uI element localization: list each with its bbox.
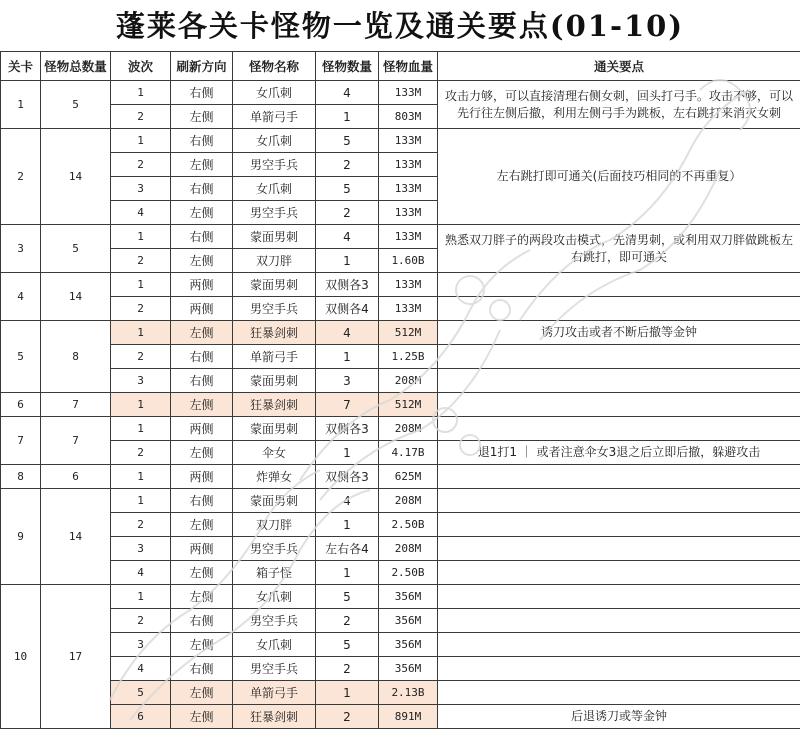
stage-cell: 8 <box>1 465 41 489</box>
monster-count-cell: 5 <box>316 585 379 609</box>
monster-hp-cell: 356M <box>379 585 438 609</box>
monster-count-cell: 2 <box>316 609 379 633</box>
monster-hp-cell: 4.17B <box>379 441 438 465</box>
table-row <box>1 633 800 657</box>
table-row <box>1 417 800 441</box>
table-row <box>1 561 800 585</box>
wave-cell: 2 <box>111 609 171 633</box>
tips-cell <box>438 489 800 513</box>
wave-cell: 3 <box>111 177 171 201</box>
direction-cell: 两侧 <box>171 273 233 297</box>
direction-cell: 左侧 <box>171 201 233 225</box>
tips-cell <box>438 681 800 705</box>
monster-count-cell: 2 <box>316 201 379 225</box>
total-count-cell: 5 <box>41 81 111 129</box>
direction-cell: 左侧 <box>171 633 233 657</box>
monster-count-cell: 4 <box>316 225 379 249</box>
monster-name-cell: 女爪刺 <box>233 633 316 657</box>
wave-cell: 2 <box>111 249 171 273</box>
total-count-cell: 6 <box>41 465 111 489</box>
header-direction: 刷新方向 <box>171 52 233 81</box>
monster-hp-cell: 1.25B <box>379 345 438 369</box>
monster-count-cell: 5 <box>316 177 379 201</box>
monster-name-cell: 蒙面男刺 <box>233 417 316 441</box>
stage-cell: 6 <box>1 393 41 417</box>
monster-name-cell: 蒙面男刺 <box>233 369 316 393</box>
wave-cell: 4 <box>111 201 171 225</box>
header-row <box>1 52 800 81</box>
monster-count-cell: 7 <box>316 393 379 417</box>
direction-cell: 右侧 <box>171 225 233 249</box>
wave-cell: 1 <box>111 393 171 417</box>
tips-cell <box>438 513 800 537</box>
table-row <box>1 489 800 513</box>
total-count-cell: 14 <box>41 489 111 585</box>
monster-name-cell: 蒙面男刺 <box>233 489 316 513</box>
monster-count-cell: 1 <box>316 249 379 273</box>
monster-count-cell: 4 <box>316 489 379 513</box>
table-row <box>1 441 800 465</box>
monster-hp-cell: 133M <box>379 129 438 153</box>
wave-cell: 3 <box>111 369 171 393</box>
tips-cell: 熟悉双刀胖子的两段攻击模式，先清男刺，或利用双刀胖做跳板左右跳打，即可通关 <box>438 225 800 273</box>
tips-cell: 诱刀攻击或者不断后撤等金钟 <box>438 321 800 345</box>
monster-name-cell: 男空手兵 <box>233 201 316 225</box>
monster-count-cell: 4 <box>316 81 379 105</box>
monster-hp-cell: 356M <box>379 633 438 657</box>
monster-hp-cell: 891M <box>379 705 438 729</box>
wave-cell: 2 <box>111 345 171 369</box>
monster-name-cell: 女爪刺 <box>233 177 316 201</box>
monster-count-cell: 1 <box>316 681 379 705</box>
header-total: 怪物总数量 <box>41 52 111 81</box>
direction-cell: 左侧 <box>171 249 233 273</box>
tips-cell <box>438 369 800 393</box>
monster-name-cell: 双刀胖 <box>233 249 316 273</box>
monster-name-cell: 狂暴剑刺 <box>233 705 316 729</box>
header-wave: 波次 <box>111 52 171 81</box>
direction-cell: 右侧 <box>171 657 233 681</box>
monster-hp-cell: 133M <box>379 201 438 225</box>
total-count-cell: 7 <box>41 393 111 417</box>
monster-name-cell: 女爪刺 <box>233 81 316 105</box>
direction-cell: 左侧 <box>171 513 233 537</box>
monster-count-cell: 1 <box>316 345 379 369</box>
total-count-cell: 14 <box>41 129 111 225</box>
tips-cell <box>438 273 800 297</box>
monster-count-cell: 3 <box>316 369 379 393</box>
direction-cell: 左侧 <box>171 681 233 705</box>
tips-cell <box>438 609 800 633</box>
direction-cell: 两侧 <box>171 417 233 441</box>
wave-cell: 2 <box>111 153 171 177</box>
table-row <box>1 81 800 105</box>
monster-hp-cell: 356M <box>379 657 438 681</box>
stage-cell: 1 <box>1 81 41 129</box>
monster-name-cell: 单箭弓手 <box>233 681 316 705</box>
header-count: 怪物数量 <box>316 52 379 81</box>
direction-cell: 右侧 <box>171 369 233 393</box>
tips-cell: 攻击力够，可以直接清理右侧女刺，回头打弓手。攻击不够，可以先行往左侧后撤，利用左侧弓手为跳板，左右跳打来消灭女刺 <box>438 81 800 129</box>
direction-cell: 两侧 <box>171 537 233 561</box>
table-row <box>1 393 800 417</box>
monster-count-cell: 5 <box>316 633 379 657</box>
direction-cell: 右侧 <box>171 81 233 105</box>
direction-cell: 左侧 <box>171 561 233 585</box>
tips-cell <box>438 345 800 369</box>
monster-hp-cell: 2.50B <box>379 513 438 537</box>
wave-cell: 2 <box>111 105 171 129</box>
tips-cell <box>438 657 800 681</box>
wave-cell: 4 <box>111 561 171 585</box>
wave-cell: 1 <box>111 273 171 297</box>
stage-cell: 4 <box>1 273 41 321</box>
total-count-cell: 7 <box>41 417 111 465</box>
monster-name-cell: 男空手兵 <box>233 609 316 633</box>
wave-cell: 1 <box>111 417 171 441</box>
monster-hp-cell: 803M <box>379 105 438 129</box>
wave-cell: 3 <box>111 633 171 657</box>
wave-cell: 6 <box>111 705 171 729</box>
direction-cell: 左侧 <box>171 393 233 417</box>
monster-count-cell: 5 <box>316 129 379 153</box>
table-row <box>1 585 800 609</box>
monster-hp-cell: 133M <box>379 81 438 105</box>
monster-hp-cell: 133M <box>379 297 438 321</box>
tips-cell <box>438 561 800 585</box>
wave-cell: 1 <box>111 465 171 489</box>
monster-hp-cell: 208M <box>379 489 438 513</box>
monster-count-cell: 双侧各3 <box>316 273 379 297</box>
monster-hp-cell: 625M <box>379 465 438 489</box>
stage-cell: 10 <box>1 585 41 729</box>
table-row <box>1 225 800 249</box>
direction-cell: 左侧 <box>171 105 233 129</box>
direction-cell: 左侧 <box>171 153 233 177</box>
monster-hp-cell: 208M <box>379 417 438 441</box>
table-row <box>1 345 800 369</box>
wave-cell: 1 <box>111 489 171 513</box>
monster-hp-cell: 133M <box>379 153 438 177</box>
stage-cell: 7 <box>1 417 41 465</box>
table-row <box>1 681 800 705</box>
wave-cell: 1 <box>111 225 171 249</box>
monster-hp-cell: 208M <box>379 537 438 561</box>
direction-cell: 两侧 <box>171 465 233 489</box>
monster-name-cell: 男空手兵 <box>233 657 316 681</box>
header-tips: 通关要点 <box>438 52 800 81</box>
wave-cell: 3 <box>111 537 171 561</box>
wave-cell: 2 <box>111 513 171 537</box>
monster-hp-cell: 512M <box>379 393 438 417</box>
monster-hp-cell: 133M <box>379 177 438 201</box>
total-count-cell: 17 <box>41 585 111 729</box>
table-row <box>1 657 800 681</box>
monster-name-cell: 男空手兵 <box>233 153 316 177</box>
total-count-cell: 14 <box>41 273 111 321</box>
table-row <box>1 273 800 297</box>
tips-cell <box>438 393 800 417</box>
stage-cell: 3 <box>1 225 41 273</box>
monster-name-cell: 男空手兵 <box>233 297 316 321</box>
tips-cell <box>438 417 800 441</box>
monster-name-cell: 蒙面男刺 <box>233 225 316 249</box>
tips-cell: 退1打1 ｜ 或者注意伞女3退之后立即后撤，躲避攻击 <box>438 441 800 465</box>
table-row <box>1 705 800 729</box>
header-stage: 关卡 <box>1 52 41 81</box>
monster-hp-cell: 512M <box>379 321 438 345</box>
monster-hp-cell: 1.60B <box>379 249 438 273</box>
tips-cell <box>438 537 800 561</box>
monster-name-cell: 狂暴剑刺 <box>233 393 316 417</box>
stage-cell: 5 <box>1 321 41 393</box>
monster-count-cell: 1 <box>316 513 379 537</box>
monster-name-cell: 炸弹女 <box>233 465 316 489</box>
table-row <box>1 609 800 633</box>
monster-hp-cell: 208M <box>379 369 438 393</box>
direction-cell: 右侧 <box>171 129 233 153</box>
wave-cell: 1 <box>111 81 171 105</box>
monster-name-cell: 单箭弓手 <box>233 345 316 369</box>
direction-cell: 右侧 <box>171 609 233 633</box>
tips-cell <box>438 633 800 657</box>
monster-name-cell: 双刀胖 <box>233 513 316 537</box>
direction-cell: 两侧 <box>171 297 233 321</box>
total-count-cell: 8 <box>41 321 111 393</box>
table-row <box>1 129 800 153</box>
stage-cell: 2 <box>1 129 41 225</box>
monster-count-cell: 1 <box>316 561 379 585</box>
monster-hp-cell: 2.50B <box>379 561 438 585</box>
table-row <box>1 513 800 537</box>
table-row <box>1 369 800 393</box>
direction-cell: 左侧 <box>171 321 233 345</box>
monster-name-cell: 狂暴剑刺 <box>233 321 316 345</box>
tips-cell: 后退诱刀或等金钟 <box>438 705 800 729</box>
direction-cell: 右侧 <box>171 177 233 201</box>
table-row <box>1 465 800 489</box>
monster-count-cell: 2 <box>316 705 379 729</box>
monster-count-cell: 1 <box>316 105 379 129</box>
table-row <box>1 321 800 345</box>
monster-name-cell: 伞女 <box>233 441 316 465</box>
wave-cell: 2 <box>111 297 171 321</box>
tips-cell: 左右跳打即可通关(后面技巧相同的不再重复） <box>438 129 800 225</box>
monster-count-cell: 双侧各3 <box>316 417 379 441</box>
monster-table <box>0 51 800 729</box>
monster-count-cell: 双侧各4 <box>316 297 379 321</box>
direction-cell: 右侧 <box>171 345 233 369</box>
direction-cell: 左侧 <box>171 585 233 609</box>
monster-name-cell: 蒙面男刺 <box>233 273 316 297</box>
monster-count-cell: 4 <box>316 321 379 345</box>
monster-name-cell: 单箭弓手 <box>233 105 316 129</box>
header-hp: 怪物血量 <box>379 52 438 81</box>
monster-count-cell: 双侧各3 <box>316 465 379 489</box>
header-name: 怪物名称 <box>233 52 316 81</box>
monster-hp-cell: 2.13B <box>379 681 438 705</box>
monster-hp-cell: 133M <box>379 225 438 249</box>
direction-cell: 左侧 <box>171 441 233 465</box>
wave-cell: 1 <box>111 321 171 345</box>
page-title: 蓬莱各关卡怪物一览及通关要点(01-10) <box>115 9 685 43</box>
monster-name-cell: 女爪刺 <box>233 129 316 153</box>
stage-cell: 9 <box>1 489 41 585</box>
total-count-cell: 5 <box>41 225 111 273</box>
table-row <box>1 297 800 321</box>
tips-cell <box>438 465 800 489</box>
direction-cell: 右侧 <box>171 489 233 513</box>
wave-cell: 1 <box>111 129 171 153</box>
wave-cell: 4 <box>111 657 171 681</box>
monster-name-cell: 男空手兵 <box>233 537 316 561</box>
monster-count-cell: 2 <box>316 153 379 177</box>
direction-cell: 左侧 <box>171 705 233 729</box>
monster-count-cell: 左右各4 <box>316 537 379 561</box>
wave-cell: 5 <box>111 681 171 705</box>
monster-count-cell: 2 <box>316 657 379 681</box>
wave-cell: 2 <box>111 441 171 465</box>
monster-count-cell: 1 <box>316 441 379 465</box>
wave-cell: 1 <box>111 585 171 609</box>
monster-hp-cell: 133M <box>379 273 438 297</box>
tips-cell <box>438 585 800 609</box>
table-row <box>1 537 800 561</box>
monster-hp-cell: 356M <box>379 609 438 633</box>
monster-name-cell: 箱子怪 <box>233 561 316 585</box>
tips-cell <box>438 297 800 321</box>
monster-name-cell: 女爪刺 <box>233 585 316 609</box>
